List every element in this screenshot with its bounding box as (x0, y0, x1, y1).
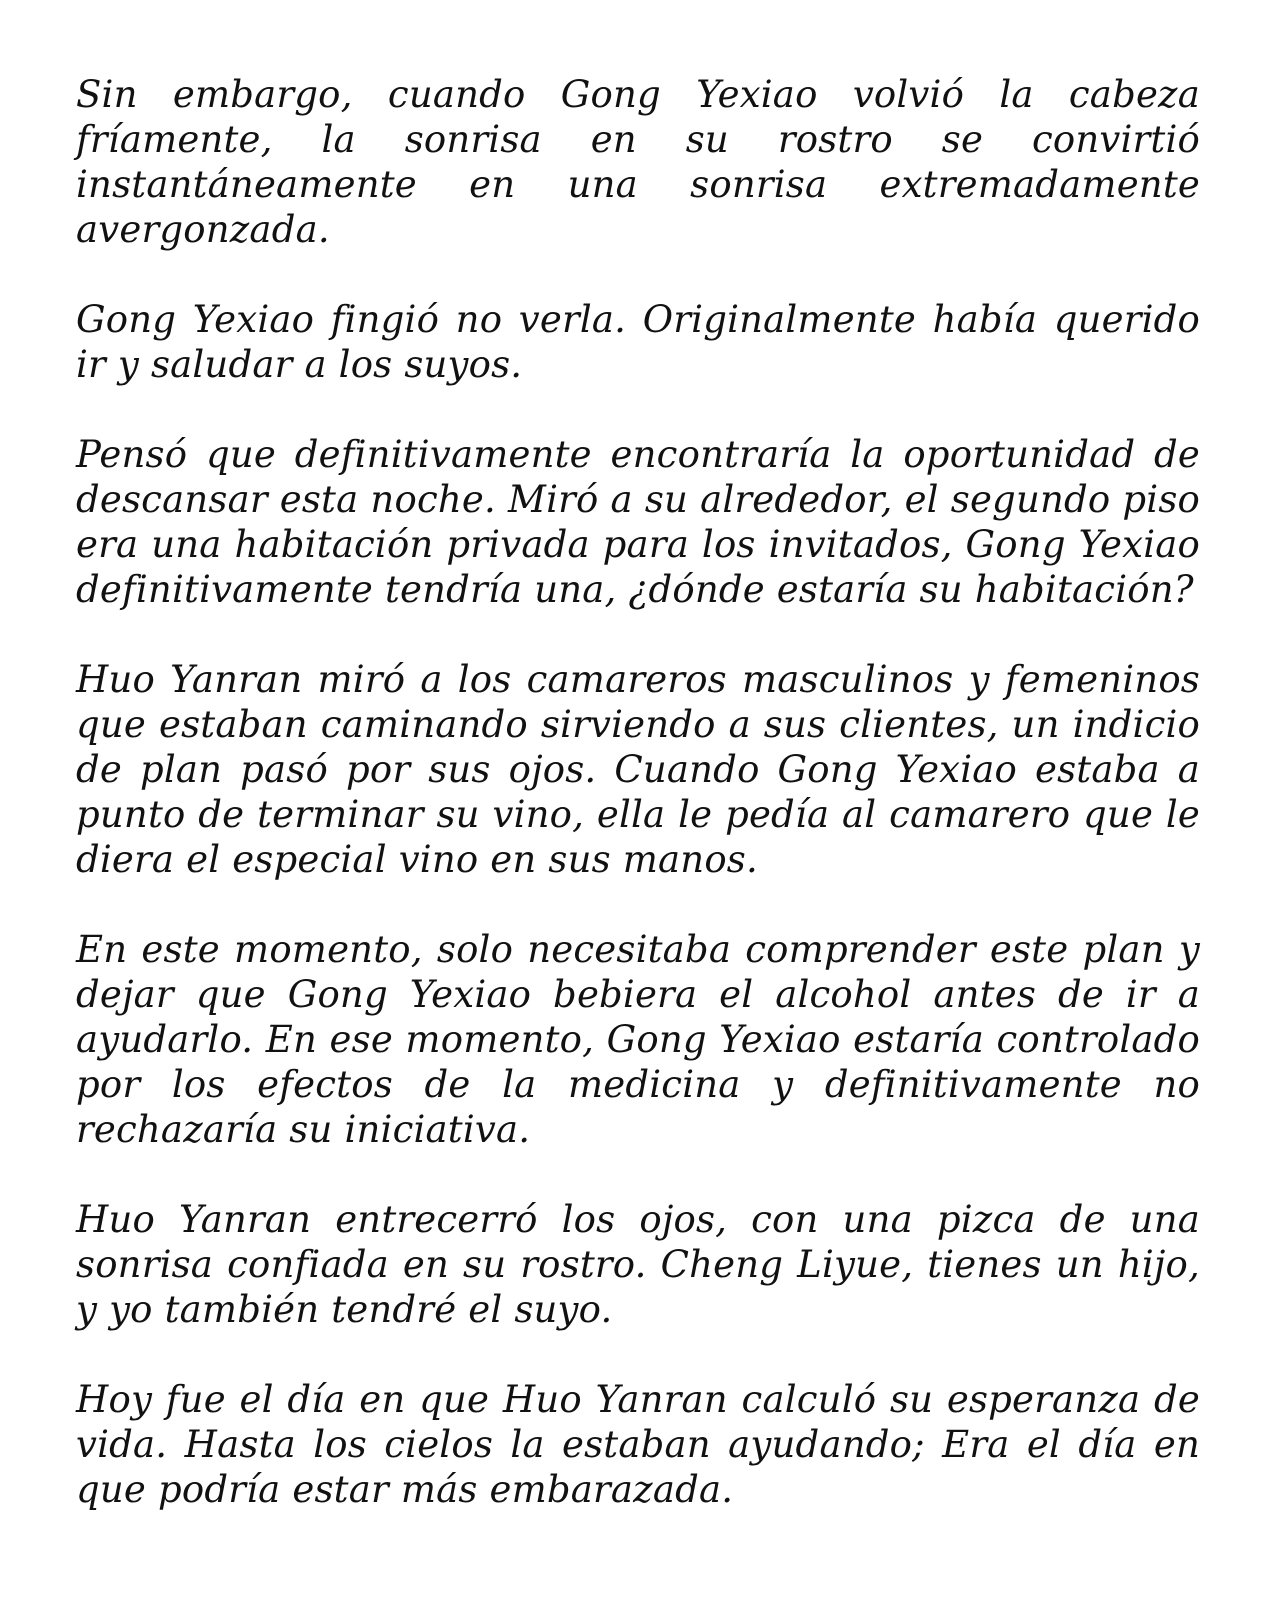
paragraph-2: Gong Yexiao fingió no verla. Originalmente había querido ir y saludar a los suyos. (76, 298, 1200, 386)
paragraph-5: En este momento, solo necesitaba comprender este plan y dejar que Gong Yexiao bebiera el alcohol antes de ir a ayudarlo. En ese momento, Gong Yexiao estaría controlado por los efectos de la medicina y definitivamente no rechazaría su iniciativa. (76, 928, 1200, 1151)
paragraph-4: Huo Yanran miró a los camareros masculinos y femeninos que estaban caminando sirviendo a sus clientes, un indicio de plan pasó por sus ojos. Cuando Gong Yexiao estaba a punto de terminar su vino, ella le pedía al camarero que le diera el especial vino en sus manos. (76, 658, 1200, 881)
paragraph-7: Hoy fue el día en que Huo Yanran calculó su esperanza de vida. Hasta los cielos la estaban ayudando; Era el día en que podría estar más embarazada. (76, 1378, 1200, 1511)
paragraph-6: Huo Yanran entrecerró los ojos, con una pizca de una sonrisa confiada en su rostro. Cheng Liyue, tienes un hijo, y yo también tendré el suyo. (76, 1198, 1200, 1331)
document-page (76, 72, 1200, 1512)
paragraph-3: Pensó que definitivamente encontraría la oportunidad de descansar esta noche. Miró a su alrededor, el segundo piso era una habitación privada para los invitados, Gong Yexiao definitivamente tendría una, ¿dónde estaría su habitación? (76, 433, 1200, 611)
paragraph-1: Sin embargo, cuando Gong Yexiao volvió la cabeza fríamente, la sonrisa en su rostro se convirtió instantáneamente en una sonrisa extremadamente avergonzada. (76, 73, 1200, 251)
